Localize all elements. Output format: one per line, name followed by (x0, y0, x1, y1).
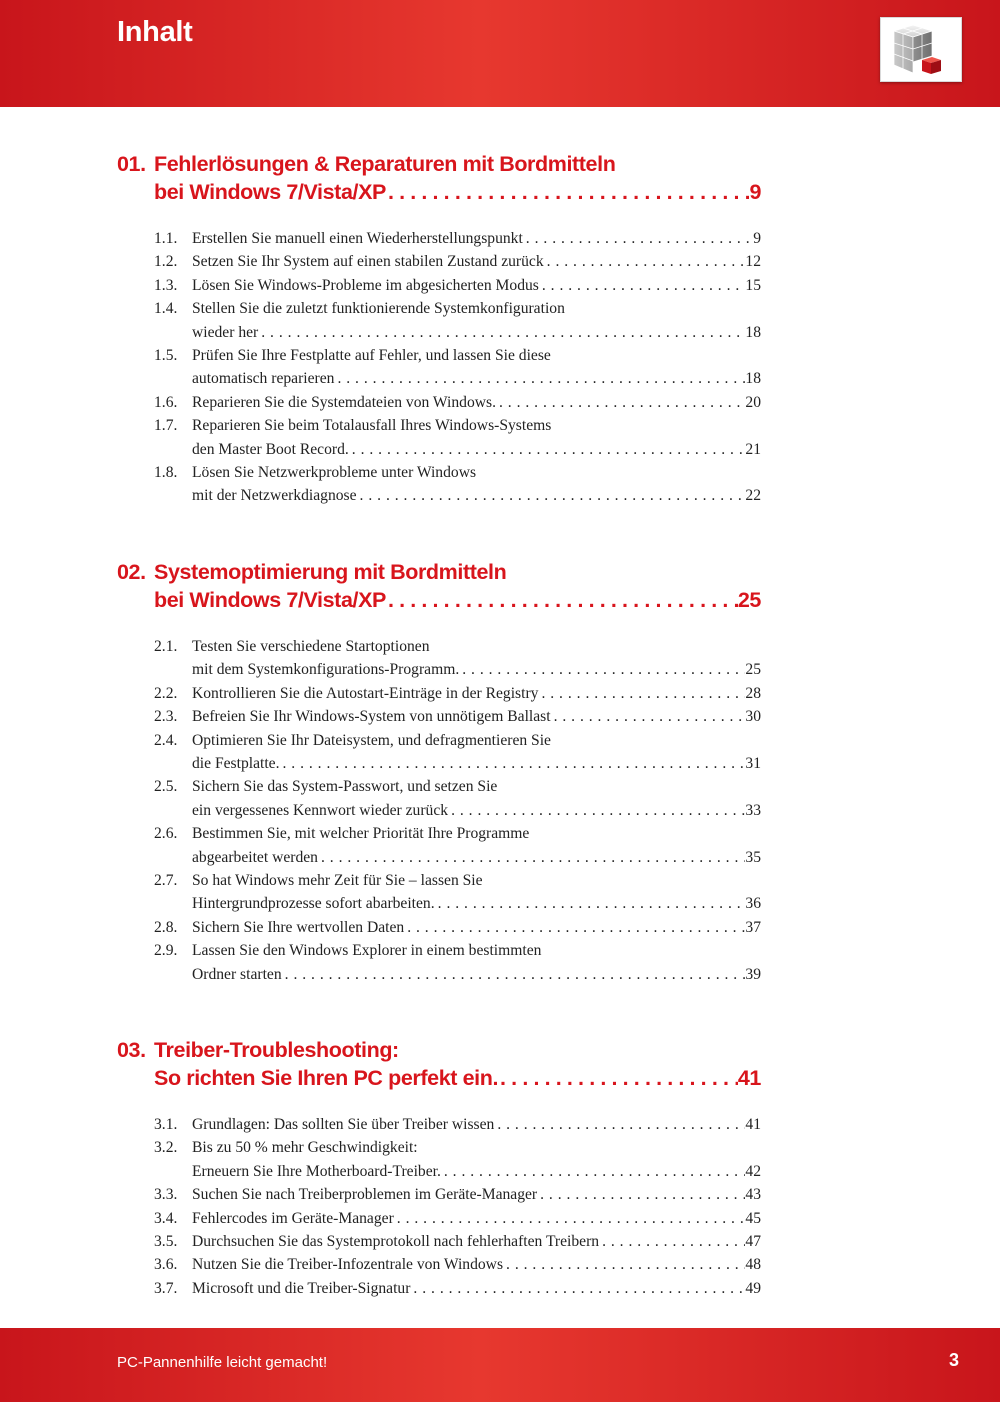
entry-title: Nutzen Sie die Treiber-Infozentrale von Windows (192, 1256, 504, 1274)
entry-number: 3.7. (154, 1279, 178, 1297)
entry-page-number: 12 (745, 253, 761, 271)
entry-title: Sichern Sie das System-Passwort, und setzen Sie (192, 778, 498, 796)
entry-body (192, 705, 761, 728)
entry-title: automatisch reparieren (192, 370, 335, 388)
toc-entry (154, 1113, 761, 1136)
toc-section (117, 558, 761, 986)
dot-leader (279, 752, 745, 775)
entry-number: 2.3. (154, 708, 178, 726)
entry-body (192, 250, 761, 273)
entry-number: 1.3. (154, 276, 178, 294)
entry-body (192, 391, 761, 414)
entry-title: Erneuern Sie Ihre Motherboard-Treiber. (192, 1162, 441, 1180)
dot-leader (410, 1277, 745, 1300)
entry-body (192, 682, 761, 705)
toc-entry (154, 1136, 761, 1183)
section-number: 01. (117, 152, 146, 176)
entry-title-line (192, 227, 761, 250)
entry-title: mit dem Systemkonfigurations-Programm. (192, 661, 460, 679)
entry-title: Sichern Sie Ihre wertvollen Daten (192, 918, 405, 936)
dot-leader (537, 1183, 745, 1206)
dot-leader (544, 250, 746, 273)
toc-entry (154, 729, 761, 776)
entry-page-number: 25 (745, 661, 761, 679)
entry-page-number: 21 (745, 440, 761, 458)
entry-title-line (192, 916, 761, 939)
entry-title-line (192, 752, 761, 775)
entry-title: Erstellen Sie manuell einen Wiederherstellungspunkt (192, 230, 523, 247)
toc-entry (154, 391, 761, 414)
toc-entry (154, 297, 761, 344)
entry-body (192, 1207, 761, 1230)
entry-page-number: 48 (745, 1256, 761, 1274)
dot-leader (404, 916, 745, 939)
toc-entry (154, 939, 761, 986)
dot-leader (523, 227, 753, 250)
dot-leader (448, 799, 745, 822)
section-title: bei Windows 7/Vista/XP (154, 180, 386, 204)
entry-number: 1.5. (154, 347, 178, 365)
entry-page-number: 45 (745, 1209, 761, 1227)
toc-entry (154, 869, 761, 916)
page-number: 3 (948, 1350, 959, 1370)
entry-title: Bis zu 50 % mehr Geschwindigkeit: (192, 1139, 418, 1157)
dot-leader (494, 1113, 745, 1136)
entry-page-number: 39 (745, 965, 761, 983)
entry-body (192, 414, 761, 461)
section-number: 02. (117, 559, 146, 584)
page-title: Inhalt (117, 16, 193, 48)
section-page-number: 25 (737, 587, 761, 612)
entry-page-number: 49 (745, 1279, 761, 1297)
entry-title: Testen Sie verschiedene Startoptionen (192, 637, 430, 655)
entry-page-number: 18 (745, 323, 761, 341)
entry-title: Suchen Sie nach Treiberproblemen im Geräte-Manager (192, 1186, 538, 1204)
entry-page-number: 18 (745, 370, 761, 388)
dot-leader (459, 658, 745, 681)
entry-title-line (192, 682, 761, 705)
entry-title: Lösen Sie Windows-Probleme im abgesicherten Modus (192, 276, 539, 294)
section-title-line (117, 1036, 761, 1064)
toc-entry (154, 1253, 761, 1276)
entry-title: Microsoft und die Treiber-Signatur (192, 1279, 411, 1297)
entry-number: 2.2. (154, 684, 178, 702)
entry-body (192, 1136, 761, 1183)
entry-title: Bestimmen Sie, mit welcher Priorität Ihre Programme (192, 825, 530, 843)
entry-page-number: 47 (745, 1233, 761, 1250)
section-page-number: 9 (749, 180, 761, 204)
dot-leader (539, 274, 746, 297)
entry-page-number: 28 (745, 684, 761, 702)
section-title-line (117, 558, 761, 586)
entry-body (192, 1183, 761, 1206)
dot-leader (334, 367, 745, 390)
entry-title: den Master Boot Record. (192, 440, 349, 458)
section-heading (117, 150, 761, 206)
section-entries (154, 227, 761, 508)
toc-entry (154, 682, 761, 705)
entry-title-line (192, 438, 761, 461)
toc-entry (154, 916, 761, 939)
section-entries (154, 635, 761, 986)
entry-number: 3.5. (154, 1233, 178, 1250)
entry-body (192, 869, 761, 916)
entry-title: Reparieren Sie die Systemdateien von Windows. (192, 393, 496, 411)
toc-entry (154, 227, 761, 250)
entry-body (192, 775, 761, 822)
cube-blocks-icon (880, 17, 962, 82)
entry-title: Optimieren Sie Ihr Dateisystem, und defragmentieren Sie (192, 731, 551, 749)
section-title-line (154, 1064, 761, 1092)
entry-title: Ordner starten (192, 965, 282, 983)
entry-title-line (192, 274, 761, 297)
entry-number: 1.7. (154, 417, 178, 435)
toc-entry (154, 461, 761, 508)
entry-number: 2.6. (154, 825, 178, 843)
dot-leader (441, 1160, 746, 1183)
entry-title: wieder her (192, 323, 259, 341)
entry-title-line (192, 250, 761, 273)
toc-entry (154, 274, 761, 297)
section-title-line (117, 150, 761, 178)
entry-number: 2.7. (154, 871, 178, 889)
dot-leader (498, 1064, 738, 1092)
entry-body (192, 1230, 761, 1253)
entry-title-line (192, 705, 761, 728)
entry-title: Setzen Sie Ihr System auf einen stabilen Zustand zurück (192, 253, 544, 271)
entry-title-line (192, 1113, 761, 1136)
entry-title: Hintergrundprozesse sofort abarbeiten. (192, 895, 435, 913)
entry-page-number: 30 (745, 708, 761, 726)
entry-title-line (192, 1183, 761, 1206)
entry-number: 1.2. (154, 253, 178, 271)
entry-title: die Festplatte. (192, 754, 280, 772)
section-title: Fehlerlösungen & Reparaturen mit Bordmitteln (154, 152, 616, 176)
entry-number: 2.5. (154, 778, 178, 796)
entry-number: 1.8. (154, 464, 178, 482)
entry-title-line (192, 391, 761, 414)
section-title: bei Windows 7/Vista/XP (154, 587, 386, 612)
section-title: Treiber-Troubleshooting: (154, 1037, 399, 1062)
entry-title-line (192, 1207, 761, 1230)
entry-number: 1.4. (154, 300, 178, 318)
entry-title: ein vergessenes Kennwort wieder zurück (192, 801, 449, 819)
entry-title-line (192, 963, 761, 986)
dot-leader (538, 682, 745, 705)
entry-number: 2.1. (154, 637, 178, 655)
dot-leader (435, 892, 746, 915)
dot-leader (349, 438, 746, 461)
toc-entry (154, 250, 761, 273)
entry-title-line (192, 658, 761, 681)
dot-leader (318, 846, 745, 869)
entry-title-line (192, 484, 761, 507)
toc-entry (154, 1277, 761, 1300)
entry-body (192, 1277, 761, 1300)
entry-page-number: 43 (745, 1186, 761, 1204)
entry-title: mit der Netzwerkdiagnose (192, 487, 357, 505)
entry-title: Durchsuchen Sie das Systemprotokoll nach fehlerhaften Treibern (192, 1233, 600, 1250)
section-number: 03. (117, 1037, 146, 1062)
dot-leader (386, 586, 738, 614)
entry-page-number: 37 (745, 918, 761, 936)
entry-page-number: 42 (745, 1162, 761, 1180)
entry-body (192, 227, 761, 250)
entry-title-line (192, 1230, 761, 1253)
toc-entry (154, 1230, 761, 1253)
entry-number: 3.2. (154, 1139, 178, 1157)
section-heading (117, 558, 761, 614)
entry-number: 2.4. (154, 731, 178, 749)
dot-leader (282, 963, 746, 986)
entry-page-number: 36 (745, 895, 761, 913)
section-page-number: 41 (737, 1065, 761, 1090)
entry-title: abgearbeitet werden (192, 848, 318, 866)
entry-number: 2.8. (154, 918, 178, 936)
entry-title-line (192, 1160, 761, 1183)
entry-page-number: 20 (745, 393, 761, 411)
section-title: Systemoptimierung mit Bordmitteln (154, 559, 507, 584)
entry-body (192, 274, 761, 297)
dot-leader (357, 484, 746, 507)
section-heading (117, 1036, 761, 1092)
page-footer (0, 1328, 1000, 1402)
dot-leader (496, 391, 745, 414)
entry-title: Reparieren Sie beim Totalausfall Ihres Windows-Systems (192, 417, 552, 435)
entry-title-line (192, 367, 761, 390)
entry-title: Prüfen Sie Ihre Festplatte auf Fehler, und lassen Sie diese (192, 347, 551, 365)
toc-entry (154, 775, 761, 822)
entry-body (192, 916, 761, 939)
entry-title: Grundlagen: Das sollten Sie über Treiber wissen (192, 1115, 495, 1133)
entry-number: 1.1. (154, 230, 178, 247)
entry-body (192, 939, 761, 986)
table-of-contents (117, 150, 761, 1350)
toc-section (117, 150, 761, 508)
entry-body (192, 822, 761, 869)
entry-number: 3.3. (154, 1186, 178, 1204)
toc-entry (154, 705, 761, 728)
dot-leader (258, 321, 745, 344)
entry-number: 3.6. (154, 1256, 178, 1274)
page-header (0, 0, 1000, 107)
footer-title: PC-Pannenhilfe leicht gemacht! (117, 1354, 328, 1371)
entry-page-number: 35 (745, 848, 761, 866)
entry-title-line (192, 1277, 761, 1300)
dot-leader (599, 1230, 745, 1253)
entry-title: So hat Windows mehr Zeit für Sie – lassen Sie (192, 871, 483, 889)
toc-section (117, 1036, 761, 1300)
section-title: So richten Sie Ihren PC perfekt ein. (154, 1065, 499, 1090)
entry-title: Befreien Sie Ihr Windows-System von unnötigem Ballast (192, 708, 551, 726)
entry-body (192, 729, 761, 776)
entry-body (192, 461, 761, 508)
entry-title: Fehlercodes im Geräte-Manager (192, 1209, 394, 1227)
entry-body (192, 344, 761, 391)
toc-entry (154, 822, 761, 869)
entry-title-line (192, 321, 761, 344)
entry-body (192, 1113, 761, 1136)
section-title-line (154, 178, 761, 206)
entry-title: Kontrollieren Sie die Autostart-Einträge in der Registry (192, 684, 539, 702)
toc-entry (154, 344, 761, 391)
entry-number: 3.1. (154, 1115, 178, 1133)
entry-title: Stellen Sie die zuletzt funktionierende Systemkonfiguration (192, 300, 565, 318)
entry-title-line (192, 1253, 761, 1276)
entry-number: 1.6. (154, 393, 178, 411)
dot-leader (394, 1207, 746, 1230)
entry-page-number: 31 (745, 754, 761, 772)
entry-body (192, 297, 761, 344)
section-entries (154, 1113, 761, 1300)
entry-page-number: 41 (745, 1115, 761, 1133)
entry-title: Lösen Sie Netzwerkprobleme unter Windows (192, 464, 477, 482)
toc-entry (154, 414, 761, 461)
entry-title-line (192, 892, 761, 915)
entry-title-line (192, 846, 761, 869)
toc-entry (154, 1207, 761, 1230)
entry-title: Lassen Sie den Windows Explorer in einem bestimmten (192, 942, 542, 960)
entry-page-number: 22 (745, 487, 761, 505)
section-title-line (154, 586, 761, 614)
entry-page-number: 9 (753, 230, 761, 247)
toc-entry (154, 635, 761, 682)
entry-body (192, 1253, 761, 1276)
entry-body (192, 635, 761, 682)
entry-page-number: 15 (745, 276, 761, 294)
entry-title-line (192, 799, 761, 822)
dot-leader (503, 1253, 745, 1276)
entry-number: 2.9. (154, 942, 178, 960)
entry-number: 3.4. (154, 1209, 178, 1227)
toc-entry (154, 1183, 761, 1206)
dot-leader (551, 705, 746, 728)
entry-page-number: 33 (745, 801, 761, 819)
dot-leader (386, 178, 749, 206)
